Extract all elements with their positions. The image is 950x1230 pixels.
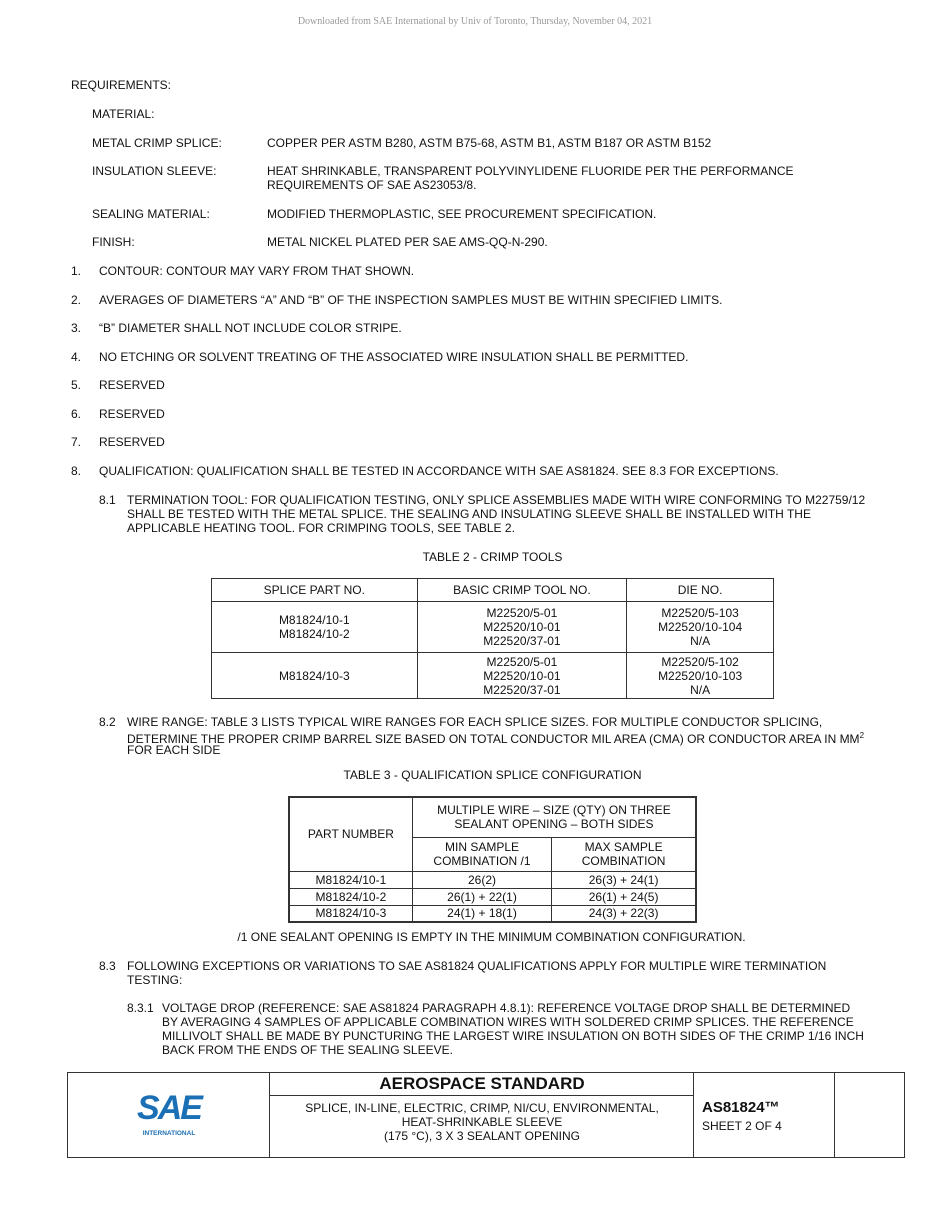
note-number: 2. xyxy=(71,293,82,307)
section-number: 8.3 xyxy=(99,959,116,973)
standard-type: AEROSPACE STANDARD xyxy=(270,1073,694,1096)
material-item-label: SEALING MATERIAL: xyxy=(92,207,210,221)
note-text: AVERAGES OF DIAMETERS “A” AND “B” OF THE INSPECTION SAMPLES MUST BE WITHIN SPECIFIED LIMITS. xyxy=(99,293,723,307)
section-text: APPLICABLE HEATING TOOL. FOR CRIMPING TOOLS, SEE TABLE 2. xyxy=(127,521,515,535)
material-item-value: MODIFIED THERMOPLASTIC, SEE PROCUREMENT SPECIFICATION. xyxy=(267,207,657,221)
superscript: 2 xyxy=(859,731,865,740)
section-text: FOR EACH SIDE xyxy=(127,743,221,757)
table-cell: 26(3) + 24(1) xyxy=(552,871,696,888)
crimp-tools-table xyxy=(211,578,774,699)
column-header: MAX SAMPLE COMBINATION xyxy=(552,837,696,871)
requirements-heading: REQUIREMENTS: xyxy=(71,78,172,92)
note-number: 4. xyxy=(71,350,82,364)
table-cell: M81824/10-1 xyxy=(289,871,412,888)
download-watermark: Downloaded from SAE International by Univ of Toronto, Thursday, November 04, 2021 xyxy=(297,16,653,27)
sae-logo-subtext: INTERNATIONAL xyxy=(142,1130,196,1137)
note-text: RESERVED xyxy=(99,378,165,392)
note-text: CONTOUR: CONTOUR MAY VARY FROM THAT SHOWN. xyxy=(99,264,415,278)
logo-cell xyxy=(68,1073,270,1157)
note-text: QUALIFICATION: QUALIFICATION SHALL BE TESTED IN ACCORDANCE WITH SAE AS81824. SEE 8.3 FOR EXCEPTIONS. xyxy=(99,464,779,478)
column-header: PART NUMBER xyxy=(289,797,412,871)
section-text: WIRE RANGE: TABLE 3 LISTS TYPICAL WIRE RANGES FOR EACH SPLICE SIZES. FOR MULTIPLE CONDUCTOR SPLICING, xyxy=(127,715,823,729)
table3-footnote: /1 ONE SEALANT OPENING IS EMPTY IN THE MINIMUM COMBINATION CONFIGURATION. xyxy=(237,930,746,944)
note-number: 7. xyxy=(71,435,82,449)
material-item-label: METAL CRIMP SPLICE: xyxy=(92,136,222,150)
note-number: 8. xyxy=(71,464,82,478)
section-number: 8.2 xyxy=(99,715,116,729)
note-text: RESERVED xyxy=(99,407,165,421)
column-header: DIE NO. xyxy=(627,579,774,602)
table-row xyxy=(212,653,774,699)
sheet-number: SHEET 2 OF 4 xyxy=(702,1119,782,1133)
table-cell: 24(1) + 18(1) xyxy=(412,905,551,922)
table-header-row xyxy=(212,579,774,602)
section-text: BY AVERAGING 4 SAMPLES OF APPLICABLE COMBINATION WIRES WITH SOLDERED CRIMP SPLICES. THE REFERENCE xyxy=(162,1015,854,1029)
sae-logo xyxy=(68,1073,270,1157)
note-number: 1. xyxy=(71,264,82,278)
docno-cell xyxy=(694,1073,835,1157)
section-text: DETERMINE THE PROPER CRIMP BARREL SIZE BASED ON TOTAL CONDUCTOR MIL AREA (CMA) OR CONDUCTOR AREA IN $MM^2$ xyxy=(127,731,865,746)
blank-cell xyxy=(835,1073,904,1157)
section-text: BACK FROM THE ENDS OF THE SEALING SLEEVE. xyxy=(162,1043,453,1057)
section-text: FOLLOWING EXCEPTIONS OR VARIATIONS TO SAE AS81824 QUALIFICATIONS APPLY FOR MULTIPLE WIRE TERMINATION xyxy=(127,959,827,973)
description-cell xyxy=(270,1073,694,1157)
section-text: TERMINATION TOOL: FOR QUALIFICATION TESTING, ONLY SPLICE ASSEMBLIES MADE WITH WIRE CONFORMING TO M22759/12 xyxy=(127,493,866,507)
column-header: BASIC CRIMP TOOL NO. xyxy=(417,579,627,602)
title-block xyxy=(67,1072,905,1158)
section-number: 8.3.1 xyxy=(127,1001,154,1015)
standard-description: SPLICE, IN-LINE, ELECTRIC, CRIMP, NI/CU, ENVIRONMENTAL, HEAT-SHRINKABLE SLEEVE (175 °C), 3 X 3 SEALANT OPENING xyxy=(305,1101,659,1143)
document-number: AS81824™ xyxy=(702,1099,780,1116)
note-text: NO ETCHING OR SOLVENT TREATING OF THE ASSOCIATED WIRE INSULATION SHALL BE PERMITTED. xyxy=(99,350,689,364)
sae-logo-wordmark: SAE xyxy=(137,1089,201,1127)
table-cell: M81824/10-1 M81824/10-2 xyxy=(212,602,418,653)
table3-caption: TABLE 3 - QUALIFICATION SPLICE CONFIGURATION xyxy=(343,768,642,782)
table-cell: M81824/10-2 xyxy=(289,888,412,905)
note-text: RESERVED xyxy=(99,435,165,449)
table-row xyxy=(212,602,774,653)
column-header: MULTIPLE WIRE – SIZE (QTY) ON THREE SEALANT OPENING – BOTH SIDES xyxy=(412,797,696,837)
section-number: 8.1 xyxy=(99,493,116,507)
material-item-value: HEAT SHRINKABLE, TRANSPARENT POLYVINYLIDENE FLUORIDE PER THE PERFORMANCE xyxy=(267,164,794,178)
table-row xyxy=(289,871,696,888)
table-row xyxy=(289,888,696,905)
material-label: MATERIAL: xyxy=(92,107,155,121)
column-header: MIN SAMPLE COMBINATION /1 xyxy=(412,837,551,871)
section-text: MILLIVOLT SHALL BE MADE BY PUNCTURING THE LARGEST WIRE INSULATION ON BOTH SIDES OF THE CRIMP 1/16 INCH xyxy=(162,1029,864,1043)
material-item-value: METAL NICKEL PLATED PER SAE AMS-QQ-N-290. xyxy=(267,235,548,249)
table-cell: M81824/10-3 xyxy=(212,653,418,699)
table2-caption: TABLE 2 - CRIMP TOOLS xyxy=(422,550,563,564)
section-text: SHALL BE TESTED WITH THE METAL SPLICE. THE SEALING AND INSULATING SLEEVE SHALL BE INSTALLED WITH THE xyxy=(127,507,811,521)
note-text: “B” DIAMETER SHALL NOT INCLUDE COLOR STRIPE. xyxy=(99,321,402,335)
note-number: 3. xyxy=(71,321,82,335)
table-cell: 24(3) + 22(3) xyxy=(552,905,696,922)
table-cell: M22520/5-01 M22520/10-01 M22520/37-01 xyxy=(417,602,627,653)
material-item-value: COPPER PER ASTM B280, ASTM B75-68, ASTM B1, ASTM B187 OR ASTM B152 xyxy=(267,136,712,150)
table-cell: M22520/5-01 M22520/10-01 M22520/37-01 xyxy=(417,653,627,699)
table-cell: M81824/10-3 xyxy=(289,905,412,922)
section-text: TESTING: xyxy=(127,973,183,987)
splice-config-table xyxy=(288,796,697,923)
table-row xyxy=(289,905,696,922)
table-cell: M22520/5-102 M22520/10-103 N/A xyxy=(627,653,774,699)
table-cell: 26(2) xyxy=(412,871,551,888)
material-item-label: INSULATION SLEEVE: xyxy=(92,164,217,178)
note-number: 6. xyxy=(71,407,82,421)
table-cell: 26(1) + 24(5) xyxy=(552,888,696,905)
column-header: SPLICE PART NO. xyxy=(212,579,418,602)
material-item-value-cont: REQUIREMENTS OF SAE AS23053/8. xyxy=(267,178,477,192)
table-header-row xyxy=(289,797,696,837)
table-cell: M22520/5-103 M22520/10-104 N/A xyxy=(627,602,774,653)
section-text: VOLTAGE DROP (REFERENCE: SAE AS81824 PARAGRAPH 4.8.1): REFERENCE VOLTAGE DROP SHALL BE DETERMINED xyxy=(162,1001,851,1015)
table-cell: 26(1) + 22(1) xyxy=(412,888,551,905)
material-item-label: FINISH: xyxy=(92,235,135,249)
note-number: 5. xyxy=(71,378,82,392)
